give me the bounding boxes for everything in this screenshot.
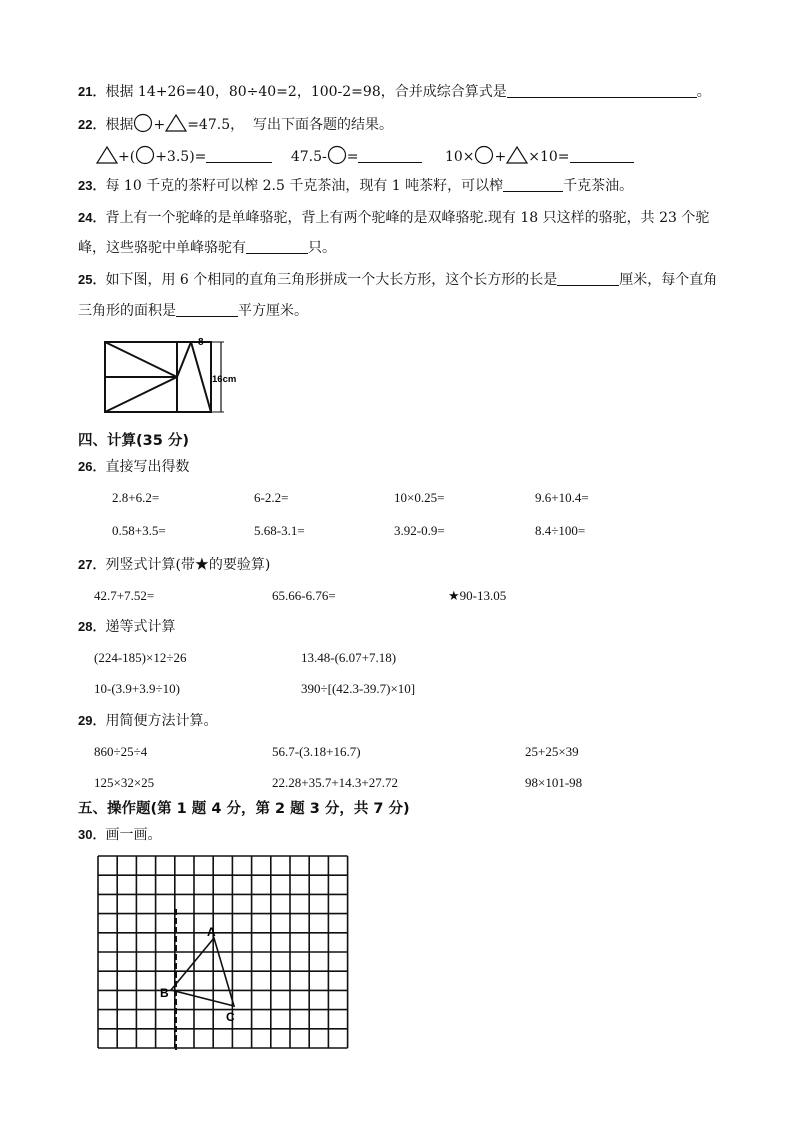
answer-blank[interactable] — [206, 148, 272, 163]
calc-item: 42.7+7.52= — [94, 588, 155, 603]
expr-text: ×10= — [528, 149, 570, 165]
question-25-line2 — [78, 301, 308, 321]
question-title: 递等式计算 — [105, 619, 176, 635]
expression-2 — [291, 149, 423, 165]
triangle-abc — [171, 938, 234, 1006]
answer-blank[interactable] — [570, 148, 634, 163]
question-24 — [78, 208, 709, 228]
calc-item: ★90-13.05 — [448, 588, 507, 603]
calc-item: (224-185)×12÷26 — [94, 650, 187, 665]
answer-blank[interactable] — [557, 271, 619, 286]
question-30 — [78, 825, 161, 845]
calc-item: 25+25×39 — [525, 744, 579, 759]
answer-blank[interactable] — [503, 177, 563, 192]
triangle-icon — [506, 145, 528, 165]
answer-blank[interactable] — [176, 302, 238, 317]
question-number: 29． — [78, 713, 106, 728]
question-27 — [78, 555, 270, 575]
calc-item: 2.8+6.2= — [112, 490, 160, 505]
question-text: 根据 14+26=40，80÷40=2，100-2=98，合并成综合算式是 — [105, 84, 507, 100]
calc-item: 65.66-6.76= — [272, 588, 336, 603]
calc-item: 13.48-(6.07+7.18) — [301, 650, 397, 665]
grid-lines — [98, 856, 348, 1048]
calc-item: 56.7-(3.18+16.7) — [272, 744, 361, 759]
expr-text: 10× — [444, 149, 475, 165]
answer-blank[interactable] — [246, 239, 308, 254]
question-number: 26． — [78, 459, 106, 474]
vertex-c-label: C — [226, 1010, 235, 1024]
circle-icon — [133, 113, 153, 133]
calc-item: 10-(3.9+3.9÷10) — [94, 681, 180, 696]
question-end: 千克茶油。 — [563, 178, 634, 194]
drawing-grid[interactable] — [94, 852, 354, 1054]
expression-3 — [445, 149, 634, 165]
triangle-icon — [96, 145, 118, 165]
question-26 — [78, 457, 189, 477]
rectangle-triangles-figure — [100, 336, 240, 418]
question-text: 如下图，用 6 个相同的直角三角形拼成一个大长方形，这个长方形的长是 — [105, 272, 558, 288]
question-number: 30． — [78, 827, 106, 842]
expr-text: + — [494, 149, 507, 165]
circle-icon — [135, 145, 155, 165]
expr-text: +3.5)= — [155, 149, 207, 165]
question-text: 厘米，每个直角 — [619, 272, 718, 288]
calc-item: 8.4÷100= — [535, 523, 586, 538]
question-text: 根据 — [105, 117, 134, 133]
question-number: 28． — [78, 619, 106, 634]
question-title: 直接写出得数 — [105, 459, 190, 475]
expr-text: +( — [118, 149, 136, 165]
question-29 — [78, 711, 217, 731]
calc-item: 3.92-0.9= — [394, 523, 445, 538]
plus-sign: + — [153, 117, 166, 133]
calc-item: 9.6+10.4= — [535, 490, 589, 505]
question-end: 平方厘米。 — [238, 303, 308, 319]
circle-icon — [327, 145, 347, 165]
equation-value: =47.5， — [187, 117, 245, 133]
question-number: 25． — [78, 272, 106, 287]
question-text: 写出下面各题的结果。 — [253, 117, 394, 133]
question-22 — [78, 113, 393, 135]
question-title: 列竖式计算(带★的要验算) — [105, 557, 271, 573]
expression-1 — [96, 149, 272, 165]
circle-icon — [474, 145, 494, 165]
question-23 — [78, 176, 633, 196]
question-text: 背上有一个驼峰的是单峰骆驼，背上有两个驼峰的是双峰骆驼.现有 18 只这样的骆驼，共 23 个驼 — [105, 210, 710, 226]
question-text: 每 10 千克的茶籽可以榨 2.5 千克茶油，现有 1 吨茶籽，可以榨 — [105, 178, 504, 194]
question-end: 只。 — [308, 240, 336, 256]
calc-item: 125×32×25 — [94, 775, 155, 790]
answer-blank[interactable] — [358, 148, 422, 163]
question-24-line2 — [78, 238, 336, 258]
question-number: 24． — [78, 210, 106, 225]
question-21 — [78, 82, 711, 102]
question-22-expressions — [96, 145, 634, 167]
calc-item: 22.28+35.7+14.3+27.72 — [272, 775, 398, 790]
question-title: 用简便方法计算。 — [105, 713, 218, 729]
vertex-b-label: B — [160, 986, 169, 1000]
question-number: 22． — [78, 117, 106, 132]
question-number: 21． — [78, 84, 106, 99]
section-4-title: 四、计算(35 分) — [78, 433, 189, 449]
figure-top-label: 8 — [198, 337, 204, 348]
section-5-title: 五、操作题(第 1 题 4 分，第 2 题 3 分，共 7 分) — [78, 801, 410, 817]
figure-side-label: 16cm — [212, 374, 237, 385]
question-title: 画一画。 — [105, 827, 162, 843]
question-number: 27． — [78, 557, 106, 572]
calc-item: 860÷25÷4 — [94, 744, 148, 759]
triangle-icon — [165, 113, 187, 133]
question-end: 。 — [696, 84, 711, 100]
vertex-a-label: A — [207, 925, 216, 939]
calc-item: 390÷[(42.3-39.7)×10] — [301, 681, 416, 696]
question-28 — [78, 617, 175, 637]
question-25 — [78, 270, 717, 290]
expr-text: = — [346, 149, 359, 165]
calc-item: 98×101-98 — [525, 775, 583, 790]
question-text: 峰，这些骆驼中单峰骆驼有 — [78, 240, 246, 256]
calc-item: 5.68-3.1= — [254, 523, 305, 538]
calc-item: 0.58+3.5= — [112, 523, 166, 538]
calc-item: 10×0.25= — [394, 490, 445, 505]
question-number: 23． — [78, 178, 106, 193]
calc-item: 6-2.2= — [254, 490, 289, 505]
answer-blank[interactable] — [507, 83, 697, 98]
question-text: 三角形的面积是 — [78, 303, 176, 319]
expr-text: 47.5- — [290, 149, 327, 165]
